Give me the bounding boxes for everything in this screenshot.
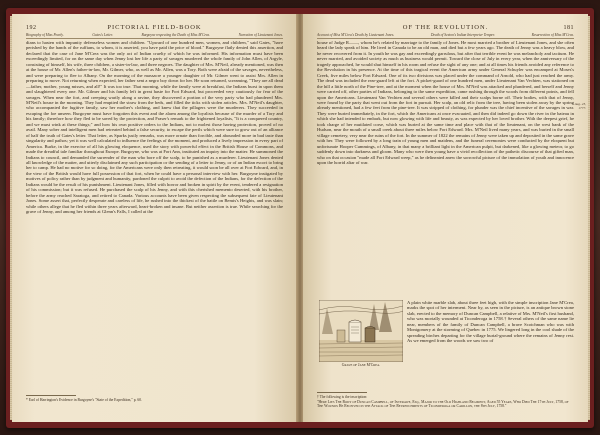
right-subhead-3: Resurrection of Miss M'Crea. bbox=[531, 33, 574, 37]
figure-caption: Grave of Jane M'Crea. bbox=[341, 363, 381, 367]
right-footnote-rule bbox=[317, 392, 367, 393]
right-page-number: 181 bbox=[563, 25, 574, 31]
left-running-head bbox=[26, 24, 283, 31]
left-subhead bbox=[26, 33, 283, 39]
right-footnote bbox=[317, 395, 574, 409]
left-subhead-1: Biography of Miss Pearly. bbox=[26, 33, 64, 37]
right-page bbox=[303, 14, 588, 422]
left-running-title: PICTORIAL FIELD-BOOK bbox=[107, 24, 202, 31]
right-subhead bbox=[317, 33, 574, 39]
left-page bbox=[12, 14, 297, 422]
left-page-number: 192 bbox=[26, 25, 37, 31]
right-footnote-lead: † The following is the inscription: bbox=[317, 395, 368, 399]
right-subhead-1: Account of Miss M'Crea's Death by Lieutenant Jones. bbox=[317, 33, 395, 37]
right-body-text-continued: A plain white marble slab, about three feet high, with the simple inscription Jane M'Crea, marks the spot of her interment. Near by, as seen in the picture, is an antique brown stone slab, erected to the memory of Duncan Campbell, a relative of Mrs. M'Neil's first husband, who was mortally wounded at Ticonderoga in 1758.† Several others of the same name lie near, members of the family of Duncan Campbell, a brave Scotchman who was with Montgomery at the storming of Quebec in 1775. We lingered long in the cool shade of the spreading birches departing for the village burial-ground where the remains of Jenny rest. As we emerged from the woods we saw two of bbox=[407, 300, 574, 344]
right-subhead-2: Death of Sexton's Indian Interpreter Temper. bbox=[430, 33, 495, 37]
left-subhead-3: Burgoyne respecting the Death of Miss M'Crea. bbox=[141, 33, 211, 37]
margin-date-note: Aug. 23, 1777. bbox=[574, 102, 586, 110]
left-subhead-2: Gates's Letter. bbox=[92, 33, 113, 37]
right-body-text: house of Judge R——, whom he's related by marriage to the family of Jones. He most married a brother of Lieutenant Jones, and she often heard the lady speak of him. He lived in Canada to be an old man, and died but a few years ago. The death of Jenny was a heavy blow, and he never recovered from it. In youth he was gay and exceedingly garrulous, but after that terrible event he was melancholy and taciturn. He never married, and avoided society as much as business would permit. Toward the close of July in every year, when the anniversary of the tragedy approached, he would shut himself in his room and refuse the sight of any one; and at all times his friends avoided any reference to the Revolution in his presence. At the time of this tragical event the American army under General Schuyler was encamped at Moses's Creek, five miles below Fort Edward. One of its two divisions was placed under the command of Arnold, who had just reached the army. The dead was included the rear-guard left at the fort. A picket-guard of one hundred men, under Lieutenant Van Vechten, was stationed on the hill a little north of the Pine-tree, and at the moment when the house of Mrs. M'Neil was attacked and plundered, and herself and Jenny were carried off, other parties of Indians, belonging to the same expedition, came rushing through the woods from different points, and fell upon the Americans. Lieutenant Van Vechten and several others were killed and their scalps borne off. Their bodies, with that of Jenny, were found by the party that went out from the fort in pursuit. Her scalp, an old relic from the tree, having been stolen away by the spring already mentioned, had a few feet from the pine-tree. It was stripped of clothing, for plunder was the chief incentive of the savages in war. They were buried immediately, in the fort, which the Americans at once evacuated, and then did indeed go down the river in the bateau in which she had intended to embark, but now glowing with life and beauty, as was expected by her loved brother. With the deepest grief, he took charge of her mutilated corse, which was buried at the same time and place with that of the lieutenant, on the west bank of the Hudson, near the mouth of a small creek about three miles below Fort Edward. Mrs. M'Neil lived many years, and was buried in the small village cemetery, very near the ruins of the fort. In the summer of 1822 the remains of Jenny were taken up and deposited in the same grave with her. They were followed by a long train of young men and maidens, and the funeral ceremonies were conducted by the eloquent but unfortunate Hooper Cummings, of Albany, in that many a brilliant light in the American pulpit, but darkened, like a glowing meteor, to go suddenly down into darkness and gloom. Many who were then young have a vivid recollection of the pathetic discourse of that gifted man, who on that occasion "made all Fort Edward weep," as he delineated anew the sorrowful picture of the immolation of youth and innocence upon the horrid altar of war. bbox=[317, 40, 574, 165]
grave-engraving bbox=[319, 300, 403, 362]
left-footnote-rule bbox=[26, 395, 76, 396]
left-footnote: * Earl of Harrington's Evidence in Burgoyne's "State of the Expedition," p. 60. bbox=[26, 398, 142, 402]
left-subhead-4: Narration of Lieutenant Jones. bbox=[238, 33, 283, 37]
right-running-head bbox=[317, 24, 574, 31]
grave-illustration bbox=[319, 300, 403, 370]
right-running-title: OF THE REVOLUTION. bbox=[402, 24, 489, 31]
left-body-text: dians to hasten with impunity defenseless women and children. "Upward of one hundred men, women, and children," said Gates, "have perished by the hands of the ruffians, to whom, it is asserted, you have paid the price of blood." Burgoyne flatly denied this assertion, and declared that the case of Jane M'Crea was the only act of Indian cruelty of which he was informed. His information must have been exceedingly limited, for on the same day when Jenny lost her life a party of savages murdered the whole family of John Allen, of Argyle, consisting of himself, his wife, three children, a sister-in-law, and three negroes. The daughter of Mrs. M'Neil, already mentioned, was then at the house of Mr. Allen's father-in-law, Mr. Gilmer, who, as well as Mr. Allen, was a Tory. Both were afraid of the savages, nevertheless, and were preparing to flee to Albany. On the morning of the massacre a younger daughter of Mr. Gilmer went to assist Mrs. Allen in preparing to move. Not returning when expected, her father sent a negro boy down for her. He soon returned, screaming, "They are all dead—father, mother, young misses, and all!" It was too true. That morning, while the family were at breakfast, the Indians burst in upon them and slaughtered every one. Mr. Gilmer and his family left in great haste for Fort Edward, but proceeded very cautiously for fear of the savages. When near the fort, and creeping warily along a ravine, they discovered a portion of the very party who had plundered Mrs. M'Neil's house in the morning. They had emptied the straw from the beds, and filled the ticks with stolen articles. Mrs. M'Neil's daughter, who accompanied the fugitive family, saw her mother's clothing, and knew that the pillagers were the murderers. They succeeded in escaping the foe unseen. Burgoyne must have forgotten this event and the alarm among the loyalists because of the murder of a Tory and his family; therefore how they fled to be saved by the protection, and Fraser's remark to the frightened loyalists, "It is a conquered country, and we must wink at these things;" and how his own positive orders to the Indians, not to molest those having protection, proved of no avail. Many sober and intelligent men had retreated behind a false security, to escape the perils which were sure to grow out of an alliance of half the truth of Gates's letter. That letter, as Sparks justly remarks, was more ornate than forcible, and abounded more in bad taste than singularity and pathos; yet it was well calculated to influence the feelings of the moment, and produced a lively impression in every part of America. Burke, in the exercise of all his glowing eloquence, used the story with powerful effect in the British House of Commons, and made the dreadful tale familiar throughout Europe. Burgoyne, who was at Fort Ann, instituted an inquiry into the matter. He summoned the Indians to council, and demanded the surrender of the man who bore off the scalp, to be punished as a murderer. Lieutenant Jones denied all knowledge of the matter, and utterly disclaimed any such participation or the sending of a letter to Jenny, or of an Indian escort to bring her to camp. He had no motive for so doing, for the Americans were only then retreating, it would soon be all over at Fort Edward, and, in the view of the British would have full possession of that fort, when he could have a personal interview with her. Burgoyne instigated by motives of policy rather than by judgment and humanity, pardoned the culprit to avoid the defection of the Indians, for the defection of the Indians would be the result of his punishment. Lieutenant Jones, filled with horror and broken in spirit by the event, tendered a resignation of his commission; but it was refused. He purchased the scalp of his Jenny, and with this cherished memento deserted, with his brother, before the army reached Saratoga, and retired to Canada. Various accounts have been given respecting the subsequent fate of Lieutenant Jones. Some assert that, perfectly desperate and careless of life, he rushed into the thickest of the battle on Bemis's Heights, and was slain; while others allege that he fled within three years afterward, heart-broken and insane. But neither assertion is true. While searching for the grave of Jenny, and among her friends at Glenn's Falls, I called at the bbox=[26, 40, 283, 215]
right-footnote-text: "Here Lies The Body of Duncan Campbell, of Inverawe, Esq., Major to the Old Highland Regiment, Aged 55 Years, Who Died The 17th July, 1758, of The Wounds He Received in the Attack of The Retrenchments of Ticonderoga or Carillon, the 8th July, 1758." bbox=[317, 399, 569, 409]
